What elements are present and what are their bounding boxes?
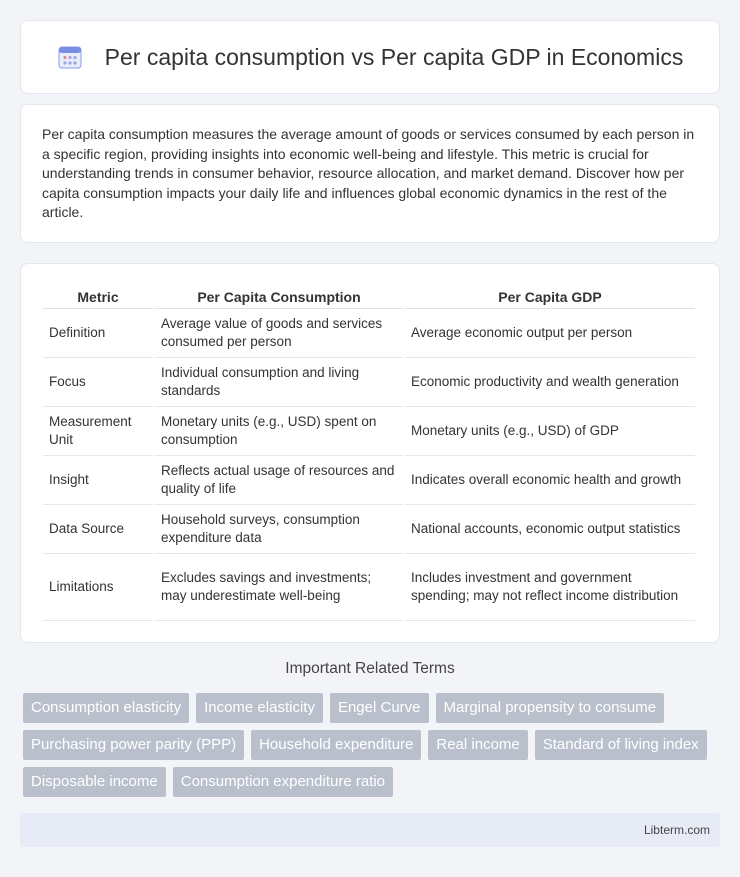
tag-consumption-expenditure-ratio[interactable]: Consumption expenditure ratio bbox=[173, 767, 393, 797]
row-consumption: Reflects actual usage of resources and quality of life bbox=[155, 456, 403, 505]
related-terms-tags bbox=[20, 693, 720, 797]
tag-household-expenditure[interactable]: Household expenditure bbox=[251, 730, 421, 760]
row-consumption: Excludes savings and investments; may underestimate well-being bbox=[155, 554, 403, 621]
row-metric: Limitations bbox=[43, 554, 153, 621]
footer bbox=[20, 813, 720, 847]
tag-disposable-income[interactable]: Disposable income bbox=[23, 767, 166, 797]
calendar-grid-icon bbox=[57, 44, 83, 70]
row-gdp: Economic productivity and wealth generation bbox=[405, 358, 695, 407]
header-per-capita-gdp: Per Capita GDP bbox=[405, 283, 695, 309]
row-metric: Insight bbox=[43, 456, 153, 505]
row-consumption: Average value of goods and services consumed per person bbox=[155, 309, 403, 358]
tag-engel-curve[interactable]: Engel Curve bbox=[330, 693, 429, 723]
footer-site-link[interactable]: Libterm.com bbox=[643, 823, 710, 837]
header-card bbox=[20, 20, 720, 94]
tag-standard-of-living-index[interactable]: Standard of living index bbox=[535, 730, 707, 760]
comparison-table-card bbox=[20, 263, 720, 643]
row-gdp: National accounts, economic output statistics bbox=[405, 505, 695, 554]
row-metric: Data Source bbox=[43, 505, 153, 554]
row-gdp: Indicates overall economic health and growth bbox=[405, 456, 695, 505]
row-gdp: Average economic output per person bbox=[405, 309, 695, 358]
header-metric: Metric bbox=[43, 283, 153, 309]
row-metric: Measurement Unit bbox=[43, 407, 153, 456]
intro-card bbox=[20, 104, 720, 243]
row-gdp: Monetary units (e.g., USD) of GDP bbox=[405, 407, 695, 456]
intro-paragraph: Per capita consumption measures the average amount of goods or services consumed by each person in a specific region, providing insights into economic well-being and lifestyle. This metric is crucial for understanding trends in consumer behavior, resource allocation, and market demand. Discover how per capita consumption impacts your daily life and influences global economic dynamics in the rest of the article. bbox=[42, 126, 695, 220]
row-metric: Focus bbox=[43, 358, 153, 407]
related-terms-title: Important Related Terms bbox=[285, 660, 455, 677]
row-consumption: Household surveys, consumption expenditure data bbox=[155, 505, 403, 554]
tag-real-income[interactable]: Real income bbox=[428, 730, 527, 760]
table-row bbox=[43, 554, 695, 621]
row-consumption: Individual consumption and living standards bbox=[155, 358, 403, 407]
row-gdp: Includes investment and government spending; may not reflect income distribution bbox=[405, 554, 695, 621]
table-row bbox=[43, 358, 695, 407]
related-terms-section bbox=[20, 660, 720, 797]
table-row bbox=[43, 505, 695, 554]
tag-income-elasticity[interactable]: Income elasticity bbox=[196, 693, 323, 723]
table-row bbox=[43, 407, 695, 456]
table-header-row bbox=[43, 283, 695, 309]
table-row bbox=[43, 456, 695, 505]
row-consumption: Monetary units (e.g., USD) spent on consumption bbox=[155, 407, 403, 456]
tag-marginal-propensity-to-consume[interactable]: Marginal propensity to consume bbox=[436, 693, 665, 723]
comparison-table bbox=[41, 283, 697, 621]
header-per-capita-consumption: Per Capita Consumption bbox=[155, 283, 403, 309]
table-row bbox=[43, 309, 695, 358]
tag-consumption-elasticity[interactable]: Consumption elasticity bbox=[23, 693, 189, 723]
tag-purchasing-power-parity[interactable]: Purchasing power parity (PPP) bbox=[23, 730, 244, 760]
row-metric: Definition bbox=[43, 309, 153, 358]
page-title: Per capita consumption vs Per capita GDP in Economics bbox=[104, 43, 684, 70]
